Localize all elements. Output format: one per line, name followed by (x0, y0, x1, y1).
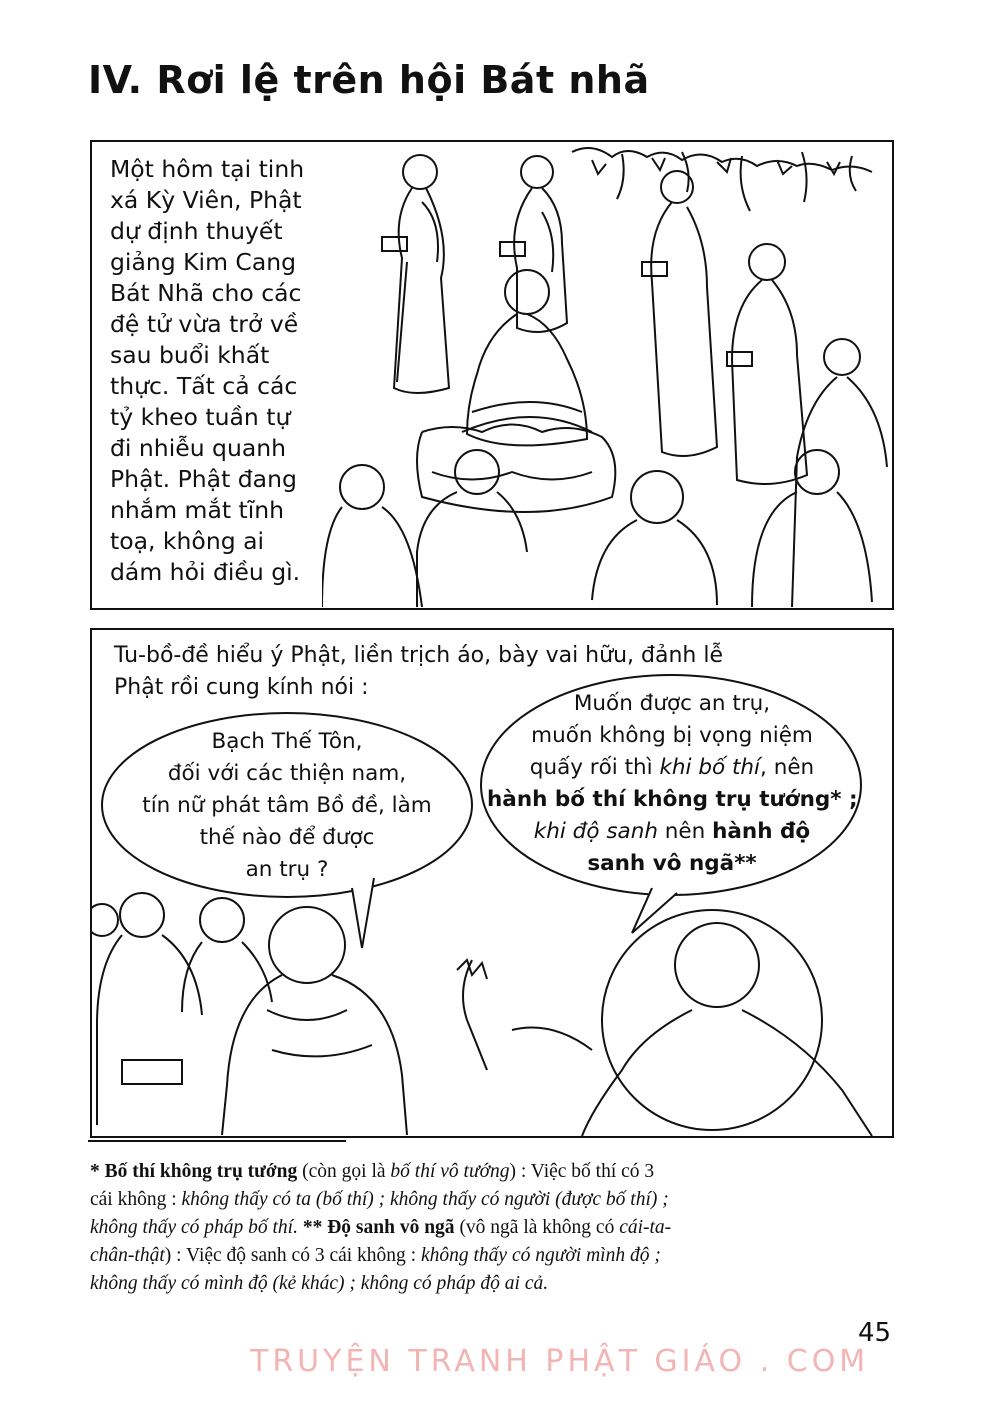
footnote-term: ** Độ sanh vô ngã (297, 1217, 455, 1238)
dialogue-line-bold: hành bố thí không trụ tướng* ; (487, 787, 858, 812)
text-run: , nên (760, 755, 815, 780)
dialogue-line: Muốn được an trụ, (573, 691, 771, 716)
subhuti-head (269, 907, 345, 983)
footnote-line (90, 1158, 910, 1186)
dialogue-line: an trụ ? (245, 857, 329, 882)
italic-run: bố thí vô tướng (390, 1161, 510, 1182)
narration-line: đi nhiễu quanh (110, 434, 287, 462)
monk-head (631, 471, 683, 523)
speech-bubble-left-text (112, 726, 462, 886)
narration-line: giảng Kim Cang (110, 248, 297, 276)
narration-line: Phật. Phật đang (110, 465, 297, 493)
dialogue-line: thế nào để được (199, 825, 375, 850)
italic-run: không thấy có người mình độ ; (420, 1245, 661, 1266)
foliage (572, 148, 872, 211)
watermark: TRUYỆN TRANH PHẬT GIÁO . COM (250, 1344, 870, 1379)
dialogue-line: đối với các thiện nam, (167, 761, 407, 786)
narration-line: toạ, không ai (110, 527, 265, 555)
narration-line: dự định thuyết (110, 217, 283, 245)
footnote-divider (88, 1140, 346, 1142)
italic-run: chân-thật (90, 1245, 165, 1266)
monk-head (340, 465, 384, 509)
narration-line: đệ tử vừa trở về (110, 310, 299, 338)
monk-head (200, 898, 244, 942)
italic-run: không thấy có ta (bố thí) ; không thấy có người (được bố thí) ; (181, 1189, 669, 1210)
italic-term: khi bố thí (659, 755, 761, 780)
text-run: cái không : (90, 1189, 182, 1210)
dialogue-line: Bạch Thế Tôn, (211, 729, 363, 754)
narration-line: dám hỏi điều gì. (110, 558, 301, 586)
footnote-line (90, 1186, 910, 1214)
narration-line: Bát Nhã cho các (110, 279, 302, 307)
lotus-pedestal (417, 425, 615, 513)
raised-hand (457, 960, 487, 1070)
monk-head (120, 893, 164, 937)
text-run: ) : Việc độ sanh có 3 cái không : (164, 1245, 421, 1266)
narration-line: thực. Tất cả các (110, 372, 298, 400)
text-run: nên (657, 819, 713, 844)
monks-procession-illustration (322, 142, 892, 608)
monk-head (749, 244, 785, 280)
italic-term: khi độ sanh (533, 819, 658, 844)
buddha-head (675, 923, 759, 1007)
comic-panel-1 (90, 140, 894, 610)
footnote-term: * Bố thí không trụ tướng (90, 1161, 298, 1182)
monk-head (92, 904, 118, 936)
speech-bubble-right-text (487, 688, 857, 880)
italic-run: cái-ta- (619, 1217, 672, 1238)
monk-head (824, 339, 860, 375)
monk-head (521, 156, 553, 188)
italic-run: không thấy có pháp bố thí. (90, 1217, 298, 1238)
narration-line: nhắm mắt tĩnh (110, 496, 285, 524)
text-run: quấy rối thì (529, 755, 660, 780)
narration-line: Một hôm tại tinh (110, 155, 305, 183)
footnote-line (90, 1214, 910, 1242)
dialogue-line: muốn không bị vọng niệm (531, 723, 813, 748)
dialogue-line-bold: sanh vô ngã** (587, 851, 757, 876)
comic-panel-2 (90, 628, 894, 1138)
text-run: ) : Việc bố thí có 3 (509, 1161, 655, 1182)
narration-line: Tu-bồ-đề hiểu ý Phật, liền trịch áo, bày vai hữu, đảnh lễ (114, 643, 723, 668)
monk-head (795, 450, 839, 494)
buddha-halo (602, 910, 822, 1130)
text-run: (vô ngã là không có (454, 1217, 620, 1238)
footnote (90, 1158, 910, 1298)
footnote-line (90, 1242, 910, 1270)
footnote-line: không thấy có mình độ (kẻ khác) ; không có pháp độ ai cả. (90, 1273, 549, 1294)
narration-line: tỷ kheo tuần tự (110, 403, 291, 431)
narration-line: sau buổi khất (110, 341, 270, 369)
text-run: (còn gọi là (297, 1161, 391, 1182)
panel1-narration (110, 154, 345, 588)
page-number: 45 (858, 1318, 892, 1348)
narration-line: Phật rồi cung kính nói : (114, 675, 369, 700)
page-title: IV. Rơi lệ trên hội Bát nhã (88, 58, 650, 102)
buddha-head (505, 270, 549, 314)
bold-term: hành độ (712, 819, 811, 844)
dialogue-line (487, 816, 857, 848)
narration-line: xá Kỳ Viên, Phật (110, 186, 302, 214)
dialogue-line (487, 752, 857, 784)
monk-head (403, 155, 437, 189)
dialogue-line: tín nữ phát tâm Bồ đề, làm (142, 793, 432, 818)
monk-head (455, 450, 499, 494)
